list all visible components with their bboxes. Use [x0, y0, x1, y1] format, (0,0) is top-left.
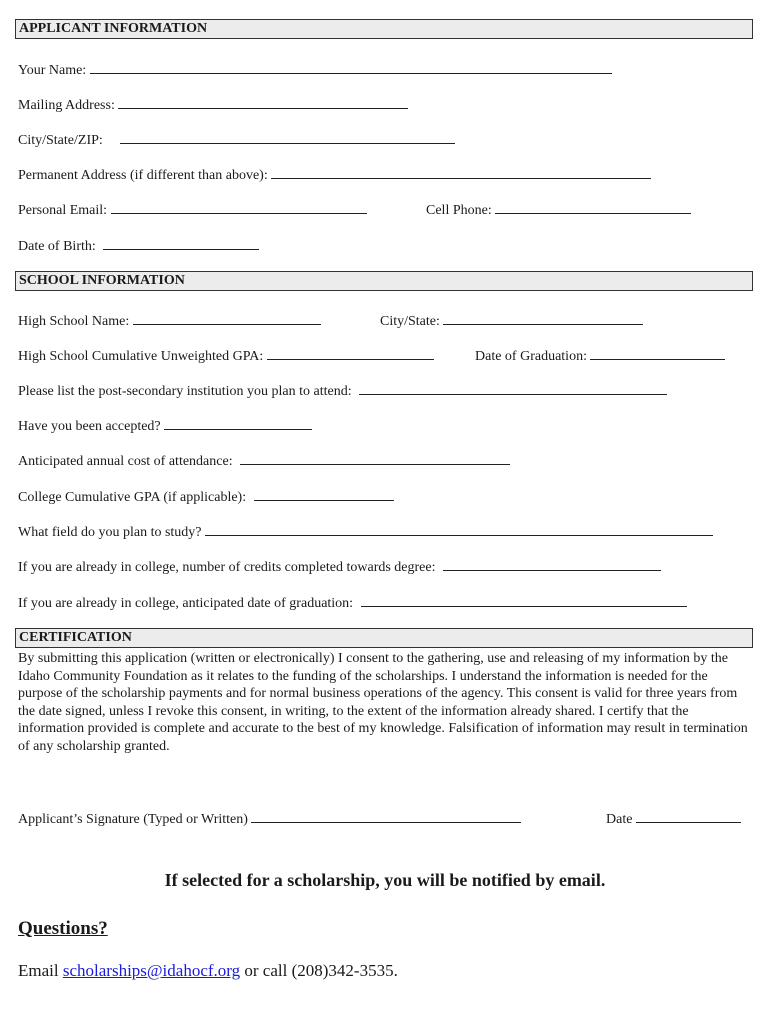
- signature-field[interactable]: [251, 809, 521, 823]
- date-of-birth-label: Date of Birth:: [18, 239, 96, 254]
- contact-suffix: or call (208)342-3535.: [240, 961, 398, 980]
- post-secondary-field[interactable]: [359, 381, 667, 395]
- questions-heading: Questions?: [18, 918, 108, 939]
- anticipated-graduation-field[interactable]: [361, 593, 687, 607]
- hs-city-state-label: City/State:: [380, 314, 440, 329]
- accepted-label: Have you been accepted?: [18, 419, 161, 434]
- mailing-address-row: [18, 95, 408, 115]
- signature-date-field[interactable]: [636, 809, 741, 823]
- field-of-study-label: What field do you plan to study?: [18, 525, 202, 540]
- hs-gpa-label: High School Cumulative Unweighted GPA:: [18, 349, 264, 364]
- college-gpa-label: College Cumulative GPA (if applicable):: [18, 490, 247, 505]
- personal-email-row: [18, 200, 367, 220]
- annual-cost-row: [18, 451, 510, 471]
- date-of-graduation-field[interactable]: [590, 346, 725, 360]
- hs-gpa-row: [18, 346, 434, 366]
- high-school-name-row: [18, 311, 321, 331]
- signature-date-row: [606, 809, 741, 829]
- signature-label: Applicant’s Signature (Typed or Written): [18, 812, 248, 827]
- college-gpa-field[interactable]: [254, 487, 394, 501]
- cell-phone-row: [426, 200, 691, 220]
- contact-line: [18, 961, 398, 981]
- certification-text: By submitting this application (written or electronically) I consent to the gathering, use and releasing of my information by the Idaho Community Foundation as it relates to the funding of the scholarships. I understand the information is needed for the purpose of the scholarship payments and for normal business operations of the agency. This consent is valid for three years from the date signed, unless I revoke this consent, in writing, to the extent of the information already shared. I certify that the information provided is complete and accurate to the best of my knowledge. Falsification of information may result in termination of any scholarship granted.: [18, 651, 748, 754]
- field-of-study-row: [18, 522, 713, 542]
- credits-completed-label: If you are already in college, number of credits completed towards degree:: [18, 560, 436, 575]
- personal-email-field[interactable]: [111, 200, 367, 214]
- annual-cost-field[interactable]: [240, 451, 510, 465]
- anticipated-graduation-row: [18, 593, 687, 613]
- signature-row: [18, 809, 521, 829]
- your-name-label: Your Name:: [18, 63, 87, 78]
- signature-date-label: Date: [606, 812, 633, 827]
- certification-header: CERTIFICATION: [15, 628, 753, 648]
- mailing-address-label: Mailing Address:: [18, 98, 115, 113]
- your-name-field[interactable]: [90, 60, 612, 74]
- school-information-header: SCHOOL INFORMATION: [15, 271, 753, 291]
- date-of-graduation-row: [475, 346, 725, 366]
- applicant-information-header: APPLICANT INFORMATION: [15, 19, 753, 39]
- cell-phone-label: Cell Phone:: [426, 203, 492, 218]
- post-secondary-label: Please list the post-secondary institution you plan to attend:: [18, 384, 352, 399]
- high-school-name-label: High School Name:: [18, 314, 130, 329]
- credits-completed-row: [18, 557, 661, 577]
- post-secondary-row: [18, 381, 667, 401]
- high-school-name-field[interactable]: [133, 311, 321, 325]
- accepted-field[interactable]: [164, 416, 312, 430]
- permanent-address-row: [18, 165, 651, 185]
- personal-email-label: Personal Email:: [18, 203, 108, 218]
- cell-phone-field[interactable]: [495, 200, 691, 214]
- accepted-row: [18, 416, 312, 436]
- field-of-study-field[interactable]: [205, 522, 713, 536]
- hs-city-state-field[interactable]: [443, 311, 643, 325]
- college-gpa-row: [18, 487, 394, 507]
- date-of-graduation-label: Date of Graduation:: [475, 349, 587, 364]
- city-state-zip-field[interactable]: [120, 130, 455, 144]
- date-of-birth-row: [18, 236, 259, 256]
- contact-prefix: Email: [18, 961, 63, 980]
- hs-gpa-field[interactable]: [267, 346, 434, 360]
- selection-notice: If selected for a scholarship, you will be notified by email.: [164, 870, 606, 890]
- city-state-zip-label: City/State/ZIP:: [18, 133, 103, 148]
- anticipated-graduation-label: If you are already in college, anticipated date of graduation:: [18, 596, 354, 611]
- city-state-zip-row: [18, 130, 455, 150]
- email-link[interactable]: scholarships@idahocf.org: [62, 961, 241, 980]
- your-name-row: [18, 60, 612, 80]
- permanent-address-label: Permanent Address (if different than above):: [18, 168, 268, 183]
- annual-cost-label: Anticipated annual cost of attendance:: [18, 454, 233, 469]
- hs-city-state-row: [380, 311, 643, 331]
- permanent-address-field[interactable]: [271, 165, 651, 179]
- mailing-address-field[interactable]: [118, 95, 408, 109]
- credits-completed-field[interactable]: [443, 557, 661, 571]
- date-of-birth-field[interactable]: [103, 236, 259, 250]
